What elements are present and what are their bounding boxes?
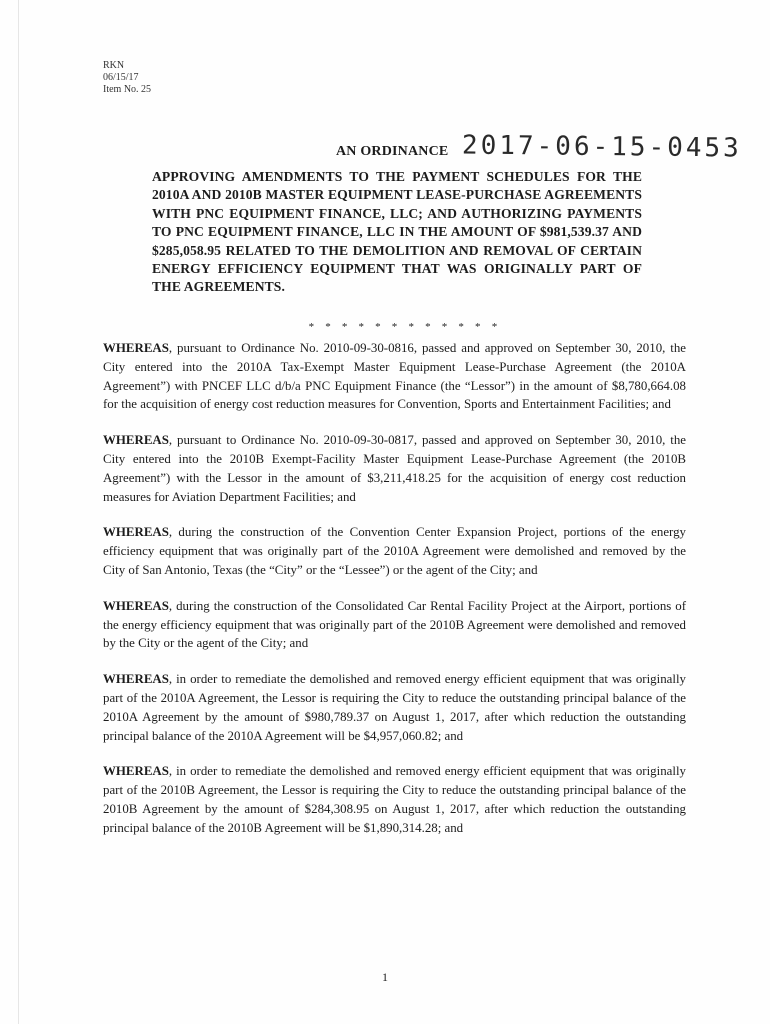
whereas-clause [103,339,686,414]
ordinance-title-text: APPROVING AMENDMENTS TO THE PAYMENT SCHEDULES FOR THE 2010A AND 2010B MASTER EQUIPMENT LEASE-PURCHASE AGREEMENTS WITH PNC EQUIPMENT FINANCE, LLC; AND AUTHORIZING PAYMENTS TO PNC EQUIPMENT FINANCE, LLC IN THE AMOUNT OF $981,539.37 AND $285,058.95 RELATED TO THE DEMOLITION AND REMOVAL OF CERTAIN ENERGY EFFICIENCY EQUIPMENT THAT WAS ORIGINALLY PART OF THE AGREEMENTS. [152,169,642,295]
clause-text: , during the construction of the Convention Center Expansion Project, portions of the energy efficiency equipment that was originally part of the 2010A Agreement were demolished and removed by the City of San Antonio, Texas (the “City” or the “Lessee”) or the agent of the City; and [103,525,686,577]
page-number: 1 [382,970,388,984]
clause-lead: WHEREAS [103,672,169,687]
header-item-number: Item No. 25 [103,84,152,95]
section-divider: * * * * * * * * * * * * [308,321,502,333]
ordinance-number: 2017-06-15-0453 [462,130,743,164]
clause-text: , pursuant to Ordinance No. 2010-09-30-0816, passed and approved on September 30, 2010, the City entered into the 2010A Tax-Exempt Master Equipment Lease-Purchase Agreement (the 2010A Agreement”) with PNCEF LLC d/b/a PNC Equipment Finance (the “Lessor”) in the amount of $8,780,664.08 for the acquisition of energy cost reduction measures for Convention, Sports and Entertainment Facilities; and [103,341,686,412]
whereas-clause [103,431,686,506]
clause-text: , pursuant to Ordinance No. 2010-09-30-0817, passed and approved on September 30, 2010, the City entered into the 2010B Exempt-Facility Master Equipment Lease-Purchase Agreement (the 2010B Agreement”) with the Lessor in the amount of $3,211,418.25 for the acquisition of energy cost reduction measures for Aviation Department Facilities; and [103,433,686,504]
scan-edge [18,0,19,1024]
clause-text: , in order to remediate the demolished and removed energy efficient equipment that was originally part of the 2010A Agreement, the Lessor is requiring the City to reduce the outstanding principal balance of the 2010A Agreement by the amount of $980,789.37 on August 1, 2017, after which reduction the outstanding principal balance of the 2010A Agreement will be $4,957,060.82; and [103,672,686,743]
whereas-clause [103,670,686,745]
clause-text: , in order to remediate the demolished and removed energy efficient equipment that was originally part of the 2010B Agreement, the Lessor is requiring the City to reduce the outstanding principal balance of the 2010B Agreement by the amount of $284,308.95 on August 1, 2017, after which reduction the outstanding principal balance of the 2010B Agreement will be $1,890,314.28; and [103,764,686,835]
whereas-clause [103,597,686,653]
ordinance-title [152,168,642,297]
ordinance-line [336,132,742,162]
header-meta [103,60,151,96]
clause-lead: WHEREAS [103,525,169,540]
recitals [103,339,686,855]
clause-lead: WHEREAS [103,341,169,355]
clause-lead: WHEREAS [103,598,169,613]
whereas-clause [103,523,686,579]
header-initials: RKN [103,60,125,71]
whereas-clause [103,762,686,837]
header-date: 06/15/17 [103,72,139,83]
clause-text: , during the construction of the Consolidated Car Rental Facility Project at the Airport, portions of the energy efficiency equipment that was originally part of the 2010B Agreement were demolished and removed by the City or the agent of the City; and [103,598,686,651]
clause-lead: WHEREAS [103,433,169,448]
clause-lead: WHEREAS [103,764,169,779]
ordinance-label: AN ORDINANCE [336,144,449,159]
